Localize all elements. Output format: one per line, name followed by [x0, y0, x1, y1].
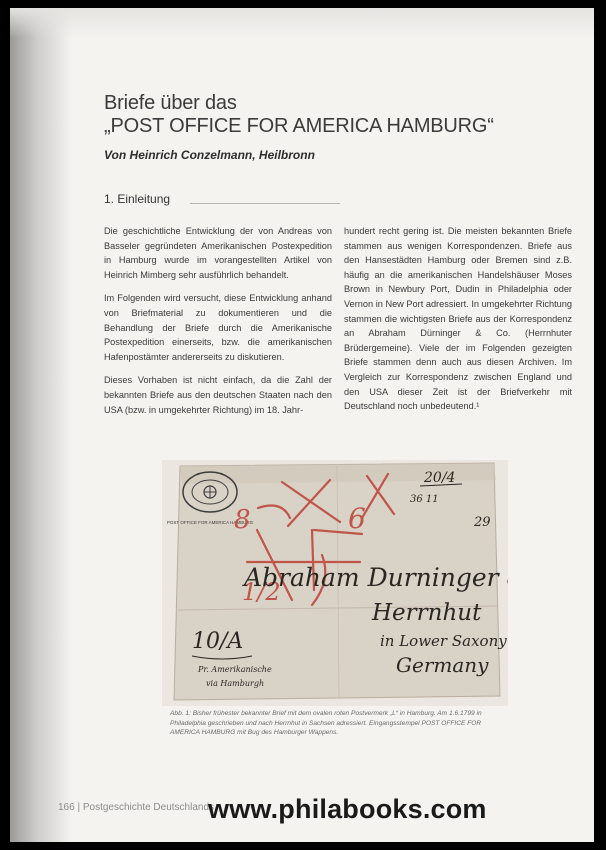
page-gutter-shadow: [10, 8, 72, 842]
page-top-shade: [10, 8, 594, 38]
svg-text:1/2: 1/2: [242, 578, 281, 606]
letter-rate-top: 20/4: [424, 470, 456, 486]
article-title-line-2: „POST OFFICE FOR AMERICA HAMBURG“: [104, 115, 494, 137]
postmark-text: POST OFFICE FOR AMERICA HAMBURG: [166, 520, 254, 525]
letter-illustration: [162, 460, 508, 706]
article-title: [104, 92, 494, 138]
section-heading: 1. Einleitung: [104, 192, 171, 206]
text-column-left: [104, 224, 332, 426]
section-heading-rule: [190, 203, 340, 204]
paragraph-2: Im Folgenden wird versucht, diese Entwicklung anhand von Briefmaterial zu dokumentieren und die Behandlung der Briefe durch die Amerikanische Postexpedition einerseits, bzw. die amerikanischen Hafenpostämter andererseits zu diskutieren.: [104, 293, 332, 362]
text-column-right: [344, 224, 572, 423]
letter-addressee: Abraham Durninger: [244, 563, 499, 592]
letter-city: Herrnhut: [372, 600, 482, 626]
letter-country: Germany: [396, 653, 489, 677]
watermark-text: www.philabooks.com: [208, 794, 487, 824]
svg-text:8: 8: [234, 505, 251, 535]
paragraph-4: hundert recht gering ist. Die meisten bekannten Briefe stammen aus wenigen Korrespondenzen. Briefe aus den Hansestädten Hamburg oder Bremen sind z.B. häufig an die amerikanischen Handelshäuser Moses Brown in Newbury Port, Dudin in Philadelphia oder Vernon in New Port adressiert. In umgekehrter Richtung stammen die wichtigsten Briefe aus der Korrespondenz an Abraham Dürninger & Co. (Herrnhuter Brüdergemeine). Viele der im Folgenden gezeigten Briefe stammen denn auch aus diesen Archiven. Im Vergleich zur Korrespondenz zwischen England und den USA dieser Zeit ist der Briefverkehr mit Deutschland noch unbedeutend.¹: [344, 226, 572, 412]
letter-rate-mid: 36 11: [410, 494, 439, 505]
article-author: Von Heinrich Conzelmann, Heilbronn: [104, 148, 315, 162]
book-page: [10, 8, 594, 842]
letter-photo: [162, 460, 508, 706]
letter-note-line-1: Pr. Amerikanische: [198, 665, 272, 674]
letter-rate-right: 29: [474, 515, 491, 530]
figure-caption: Abb. 1: Bisher frühester bekannter Brief mit dem ovalen roten Postvermerk „L“ in Hamburg. Am 1.6.1799 in Philadelphia geschrieben und nach Herrnhut in Sachsen adressiert. Eingangsstempel POST OFFICE FOR AMERICA HAMBURG mit Bug des Hamburger Wappens.: [170, 710, 482, 737]
svg-text:6: 6: [348, 502, 366, 535]
letter-region: in Lower Saxony: [380, 632, 507, 650]
letter-rate-left: 10/A: [192, 629, 244, 654]
page-footer: 166 | Postgeschichte Deutschlands: [58, 802, 215, 813]
paragraph-1: Die geschichtliche Entwicklung der von Andreas von Basseler gegründeten Amerikanischen Postexpedition in Hamburg wurde im vorangestellten Artikel von Heinrich Mimberg sehr ausführlich behandelt.: [104, 226, 332, 280]
paragraph-3: Dieses Vorhaben ist nicht einfach, da die Zahl der bekannten Briefe aus den deutschen Staaten nach den USA (bzw. in umgekehrter Richtung) im 18. Jahr-: [104, 375, 332, 415]
letter-note-line-2: via Hamburgh: [206, 679, 265, 688]
article-title-line-1: Briefe über das: [104, 92, 237, 114]
